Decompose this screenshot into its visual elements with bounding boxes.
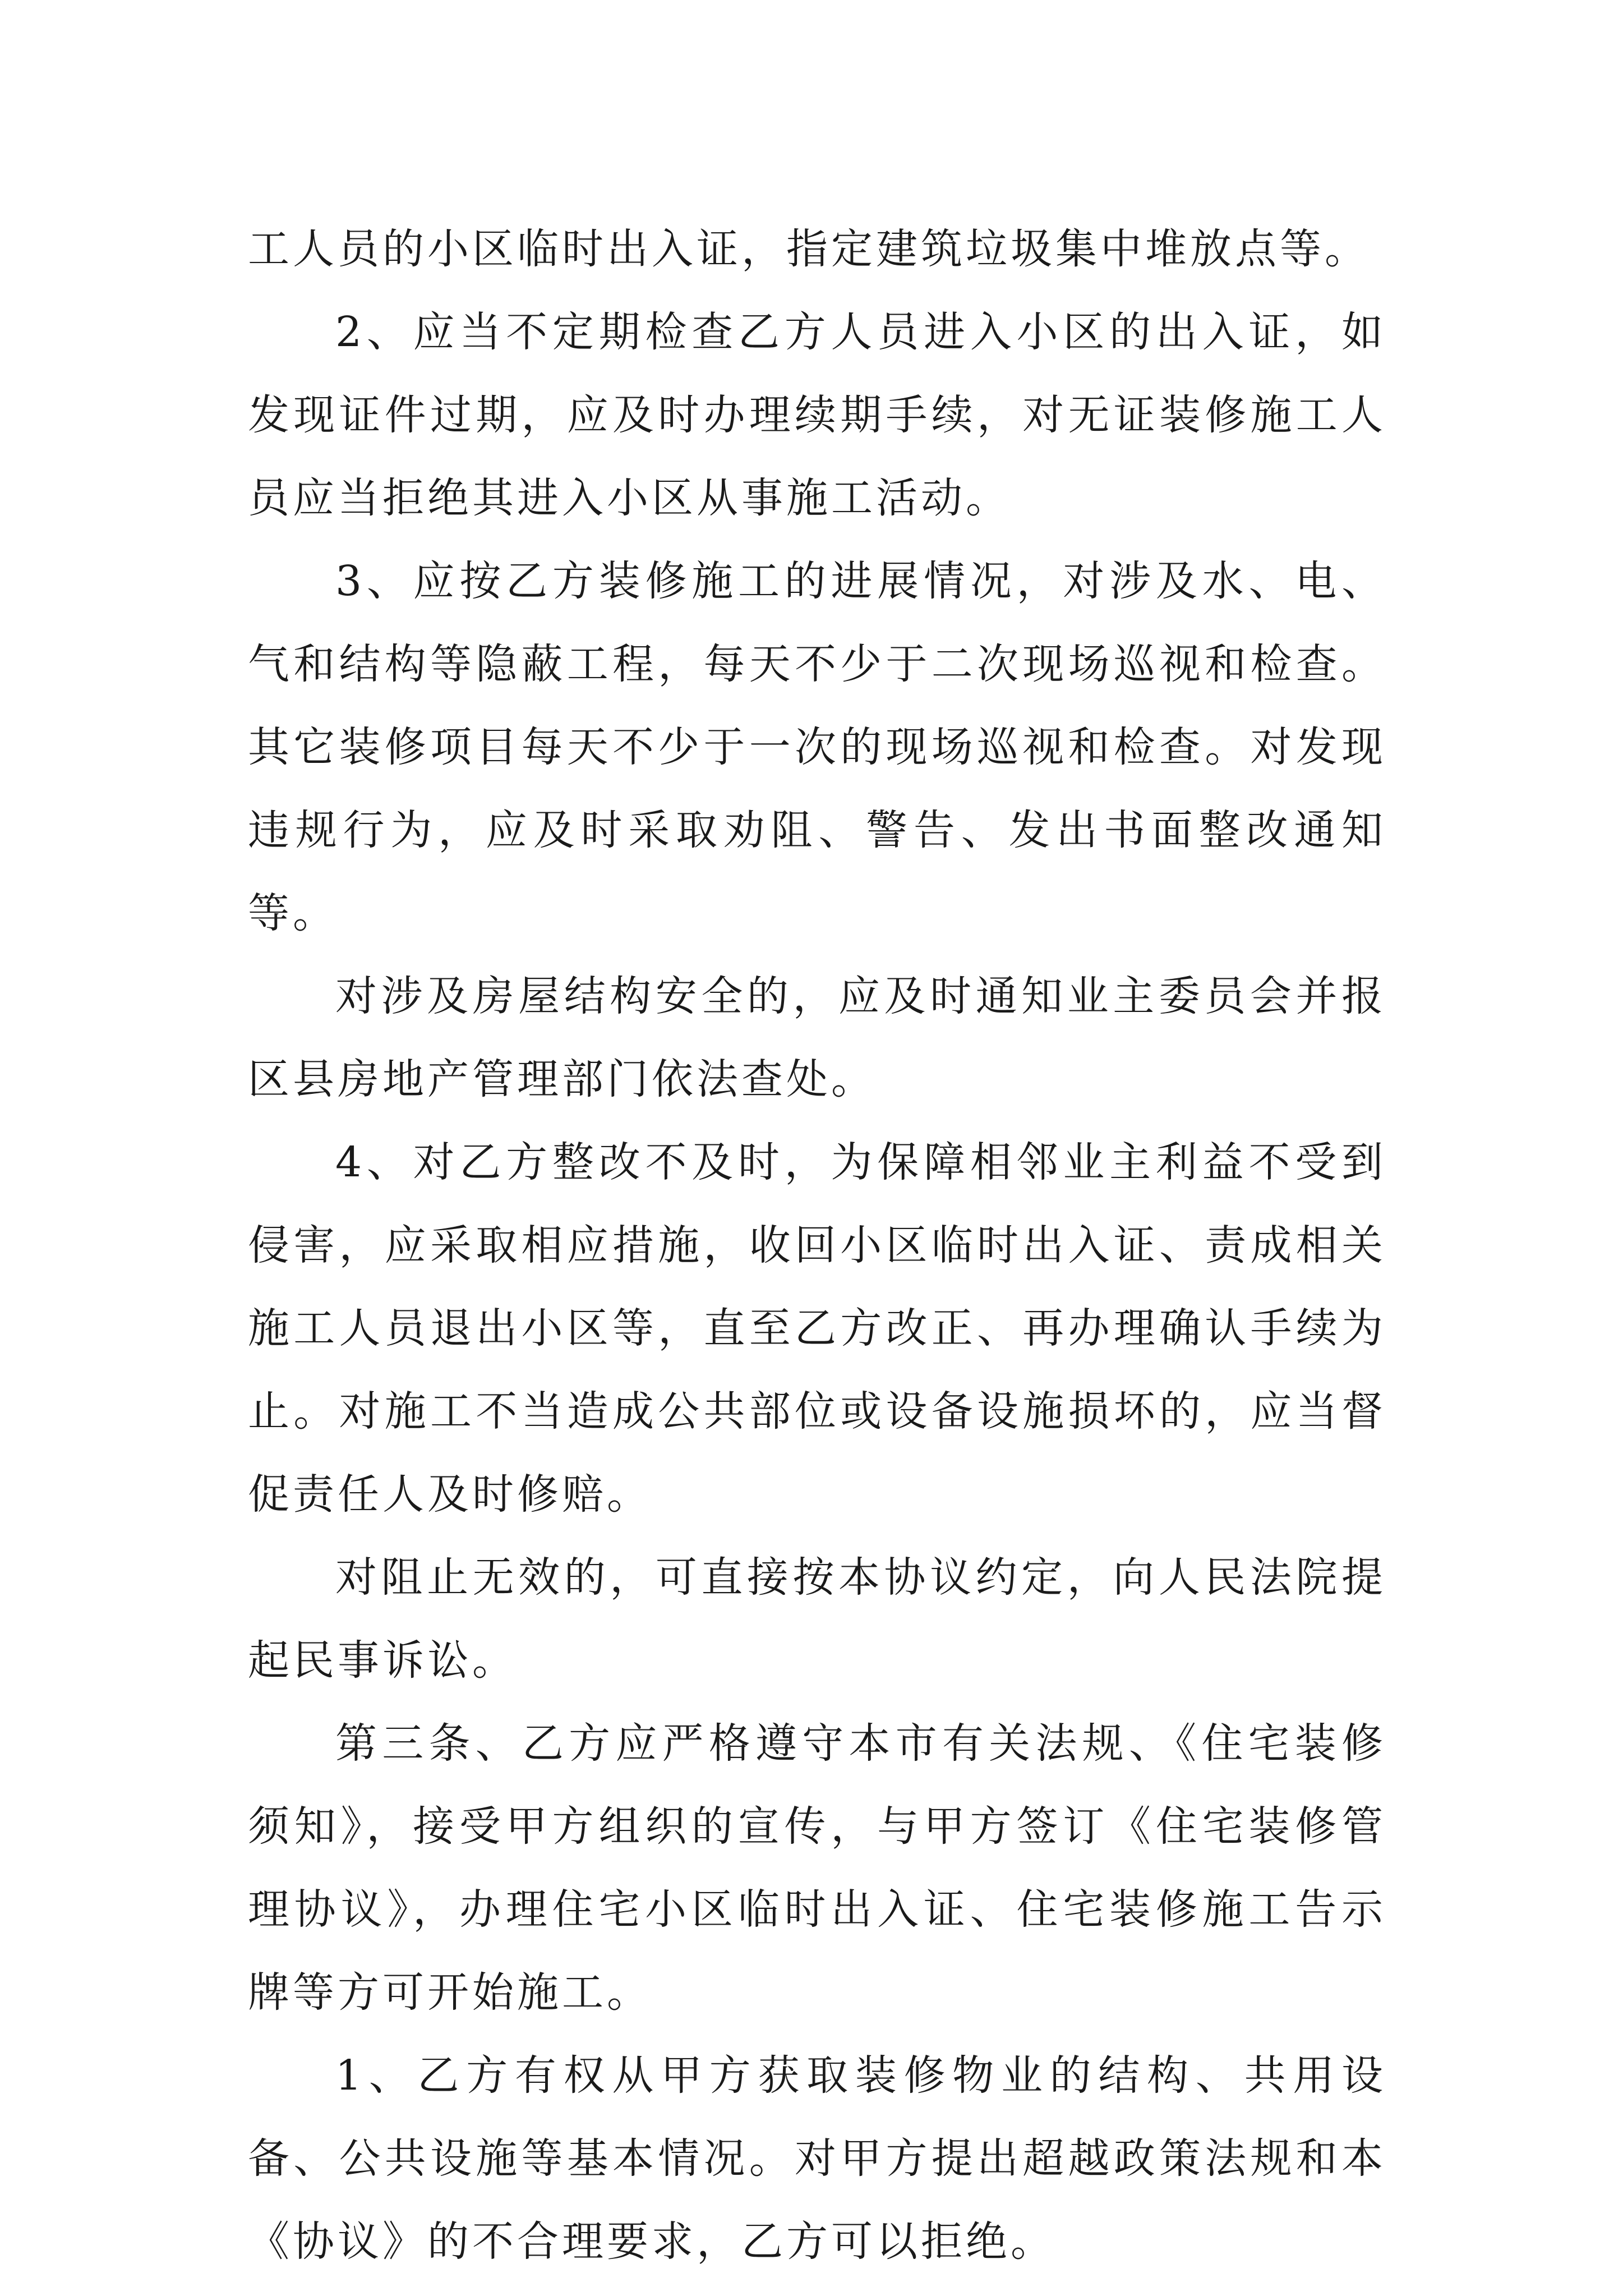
paragraph-civil-litigation: 对阻止无效的，可直接按本协议约定，向人民法院提起民事诉讼。 — [248, 1553, 1386, 1685]
paragraph-continuation: 工人员的小区临时出入证，指定建筑垃圾集中堆放点等。 — [248, 225, 1370, 273]
paragraph-article-3: 第三条、乙方应严格遵守本市有关法规、《住宅装修须知》，接受甲方组织的宣传，与甲方签订《住宅装修管理协议》，办理住宅小区临时出入证、住宅装修施工告示牌等方可开始施工。 — [248, 1719, 1386, 2017]
paragraph-structure-safety: 对涉及房屋结构安全的，应及时通知业主委员会并报区县房地产管理部门依法查处。 — [248, 972, 1386, 1103]
paragraph-item-3: 3、应按乙方装修施工的进展情况，对涉及水、电、气和结构等隐蔽工程，每天不少于二次现场巡视和检查。其它装修项目每天不少于一次的现场巡视和检查。对发现违规行为，应及时采取劝阻、警告、发出书面整改通知等。 — [248, 557, 1386, 937]
document-body — [248, 208, 1386, 2283]
paragraph-item-2: 2、应当不定期检查乙方人员进入小区的出入证，如发现证件过期，应及时办理续期手续，对无证装修施工人员应当拒绝其进入小区从事施工活动。 — [248, 308, 1386, 522]
paragraph-item-4: 4、对乙方整改不及时，为保障相邻业主利益不受到侵害，应采取相应措施，收回小区临时出入证、责成相关施工人员退出小区等，直至乙方改正、再办理确认手续为止。对施工不当造成公共部位或设备设施损坏的，应当督促责任人及时修赔。 — [248, 1138, 1386, 1519]
paragraph-article-3-item-1: 1、乙方有权从甲方获取装修物业的结构、共用设备、公共设施等基本情况。对甲方提出超越政策法规和本《协议》的不合理要求，乙方可以拒绝。 — [248, 2051, 1386, 2266]
